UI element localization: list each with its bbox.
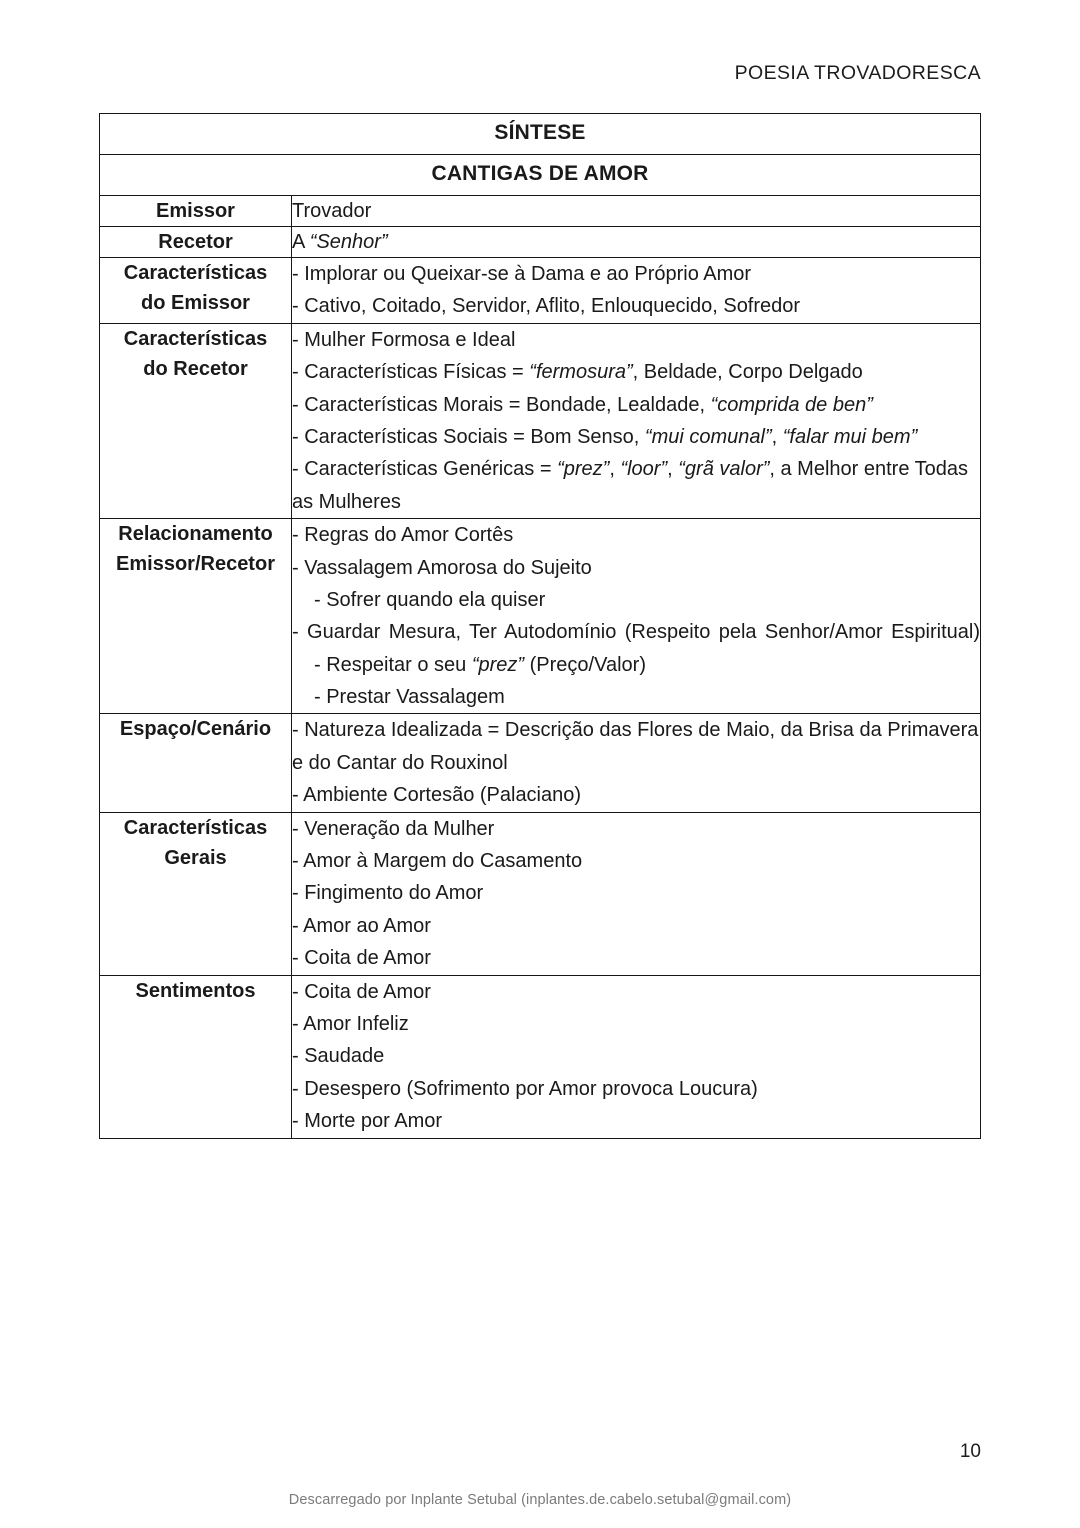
list-item (292, 356, 980, 388)
label-line: Gerais (164, 846, 227, 869)
text-fragment: - Características Físicas = (292, 361, 530, 384)
list-item: - Coita de Amor (292, 947, 431, 970)
label-line: do Recetor (143, 357, 248, 380)
text-line (292, 227, 980, 257)
synthesis-table (99, 113, 981, 1139)
text-fragment: - Características Morais = Bondade, Lealdade, (292, 393, 711, 416)
banner-subtitle: CANTIGAS DE AMOR (100, 155, 981, 196)
text-fragment-italic: “loor” (620, 458, 668, 481)
list-item: - Implorar ou Queixar-se à Dama e ao Próprio Amor (292, 263, 752, 285)
text-fragment-italic: “fermosura” (529, 361, 633, 384)
row-value-recetor (292, 227, 981, 258)
list-item: - Mulher Formosa e Ideal (292, 328, 516, 351)
row-label-caracteristicas-gerais (100, 812, 292, 975)
list-item: - Amor ao Amor (292, 914, 431, 937)
table-row-recetor (100, 227, 981, 258)
list-item: - Saudade (292, 1045, 385, 1068)
label-line: Características (123, 327, 268, 350)
list-item: - Fingimento do Amor (292, 882, 484, 905)
text-fragment-italic: “mui comunal” (644, 425, 772, 448)
running-header: POESIA TROVADORESCA (734, 62, 981, 84)
row-value-caracteristicas-emissor (292, 258, 981, 324)
label-line: Características (123, 262, 268, 284)
list-item: - Morte por Amor (292, 1110, 443, 1133)
row-label-recetor: Recetor (100, 227, 292, 258)
text-fragment: , (609, 458, 621, 481)
table-row-espaco-cenario (100, 714, 981, 812)
list-item: - Sofrer quando ela quiser (314, 588, 546, 611)
list-item (292, 453, 980, 518)
row-label-relacionamento (100, 519, 292, 714)
list-item: - Prestar Vassalagem (314, 686, 505, 709)
text-fragment-italic: “falar mui bem” (782, 425, 918, 448)
row-label-caracteristicas-emissor (100, 258, 292, 324)
table-row-relacionamento (100, 519, 981, 714)
text-line: Trovador (292, 200, 372, 222)
banner-title: SÍNTESE (100, 114, 981, 155)
text-fragment-italic: “comprida de ben” (710, 393, 873, 416)
list-item: - Veneração da Mulher (292, 817, 495, 840)
label-line: Características (123, 816, 268, 839)
list-item: - Desespero (Sofrimento por Amor provoca Loucura) (292, 1077, 758, 1100)
row-label-sentimentos: Sentimentos (100, 975, 292, 1138)
text-fragment: A (292, 231, 310, 253)
text-fragment: (Preço/Valor) (524, 653, 646, 676)
text-fragment: , (667, 458, 679, 481)
page-number: 10 (959, 1441, 981, 1462)
list-item: - Ambiente Cortesão (Palaciano) (292, 784, 582, 807)
list-item: - Regras do Amor Cortês (292, 524, 514, 547)
list-item: - Vassalagem Amorosa do Sujeito (292, 556, 592, 579)
text-fragment: , Beldade, Corpo Delgado (632, 361, 863, 384)
row-value-sentimentos (292, 975, 981, 1138)
text-fragment-italic: “Senhor” (309, 231, 388, 253)
text-fragment-italic: “grã valor” (678, 458, 770, 481)
download-watermark: Descarregado por Inplante Setubal (inplantes.de.cabelo.setubal@gmail.com) (288, 1492, 792, 1508)
table-row-caracteristicas-gerais (100, 812, 981, 975)
text-fragment: , a Melhor entre Todas as Mulheres (292, 458, 969, 513)
row-value-emissor (292, 196, 981, 227)
table-banner-subtitle-row (100, 155, 981, 196)
text-fragment-italic: “prez” (557, 458, 610, 481)
list-item (292, 389, 980, 421)
list-item: - Guardar Mesura, Ter Autodomínio (Respeito pela Senhor/Amor Espiritual) (292, 621, 980, 644)
table-row-emissor (100, 196, 981, 227)
list-item: - Coita de Amor (292, 980, 431, 1003)
text-fragment: - Respeitar o seu (314, 653, 472, 676)
list-item: - Amor à Margem do Casamento (292, 850, 583, 873)
list-item (292, 649, 980, 681)
row-value-caracteristicas-gerais (292, 812, 981, 975)
row-label-caracteristicas-recetor (100, 323, 292, 518)
list-item (292, 421, 980, 453)
row-value-relacionamento (292, 519, 981, 714)
row-value-espaco-cenario (292, 714, 981, 812)
list-item: - Amor Infeliz (292, 1012, 409, 1035)
table-row-sentimentos (100, 975, 981, 1138)
label-line: do Emissor (141, 292, 250, 314)
text-fragment: , (771, 425, 783, 448)
table-row-caracteristicas-emissor (100, 258, 981, 324)
table-row-caracteristicas-recetor (100, 323, 981, 518)
row-value-caracteristicas-recetor (292, 323, 981, 518)
label-line: Relacionamento (118, 523, 273, 546)
text-fragment-italic: “prez” (471, 653, 525, 676)
table-banner-title-row (100, 114, 981, 155)
text-fragment: - Características Genéricas = (292, 458, 558, 481)
row-label-emissor: Emissor (100, 196, 292, 227)
list-item: - Natureza Idealizada = Descrição das Flores de Maio, da Brisa da Primavera e do Cantar do Rouxinol (292, 719, 979, 774)
label-line: Emissor/Recetor (116, 553, 275, 576)
row-label-espaco-cenario: Espaço/Cenário (100, 714, 292, 812)
text-fragment: - Características Sociais = Bom Senso, (292, 425, 645, 448)
list-item: - Cativo, Coitado, Servidor, Aflito, Enlouquecido, Sofredor (292, 295, 801, 318)
